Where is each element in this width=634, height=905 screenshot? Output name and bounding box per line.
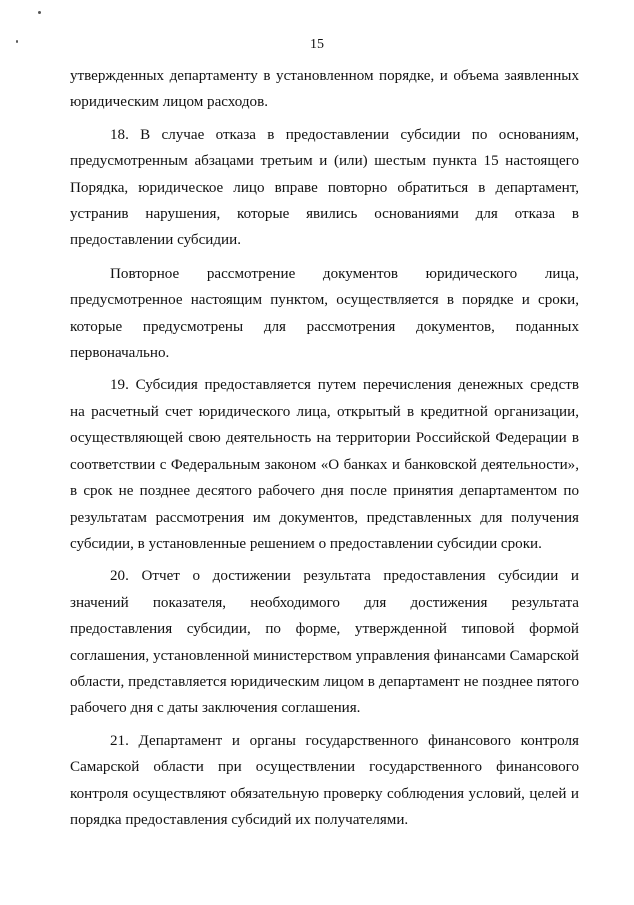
paragraph-18-repeat-review: Повторное рассмотрение документов юридического лица, предусмотренное настоящим пунктом, осуществляется в порядке и сроки, которые предусмотрены для рассмотрения документов, поданных первоначально. [70,265,579,362]
paragraph-19: 19. Субсидия предоставляется путем перечисления денежных средств на расчетный счет юридического лица, открытый в кредитной организации, осуществляющей свою деятельность на территории Российской Федерации в соответствии с Федеральным законом «О банках и банковской деятельности», в срок не позднее десятого рабочего дня после принятия департаментом по результатам рассмотрения им документов, представленных для получения субсидии, в установленные решением о предоставлении субсидии сроки. [70,377,579,552]
paragraph-21: 21. Департамент и органы государственного финансового контроля Самарской области при осуществлении государственного финансового контроля осуществляют обязательную проверку соблюдения условий, целей и порядка предоставления субсидий их получателями. [70,732,579,828]
paragraph-20: 20. Отчет о достижении результата предоставления субсидии и значений показателя, необходимого для достижения результата предоставления субсидии, по форме, утвержденной типовой формой соглашения, установленной министерством управления финансами Самарской области, представляется юридическим лицом в департамент не позднее пятого рабочего дня с даты заключения соглашения. [70,568,579,717]
document-body [70,63,579,839]
paragraph-18: 18. В случае отказа в предоставлении субсидии по основаниям, предусмотренным абзацами третьим и (или) шестым пункта 15 настоящего Порядка, юридическое лицо вправе повторно обратиться в департамент, устранив нарушения, которые явились основаниями для отказа в предоставлении субсидии. [70,126,579,249]
scan-speck [38,11,41,14]
page-number: 15 [310,37,324,52]
paragraph-continuation: утвержденных департаменту в установленном порядке, и объема заявленных юридическим лицом расходов. [70,68,579,111]
